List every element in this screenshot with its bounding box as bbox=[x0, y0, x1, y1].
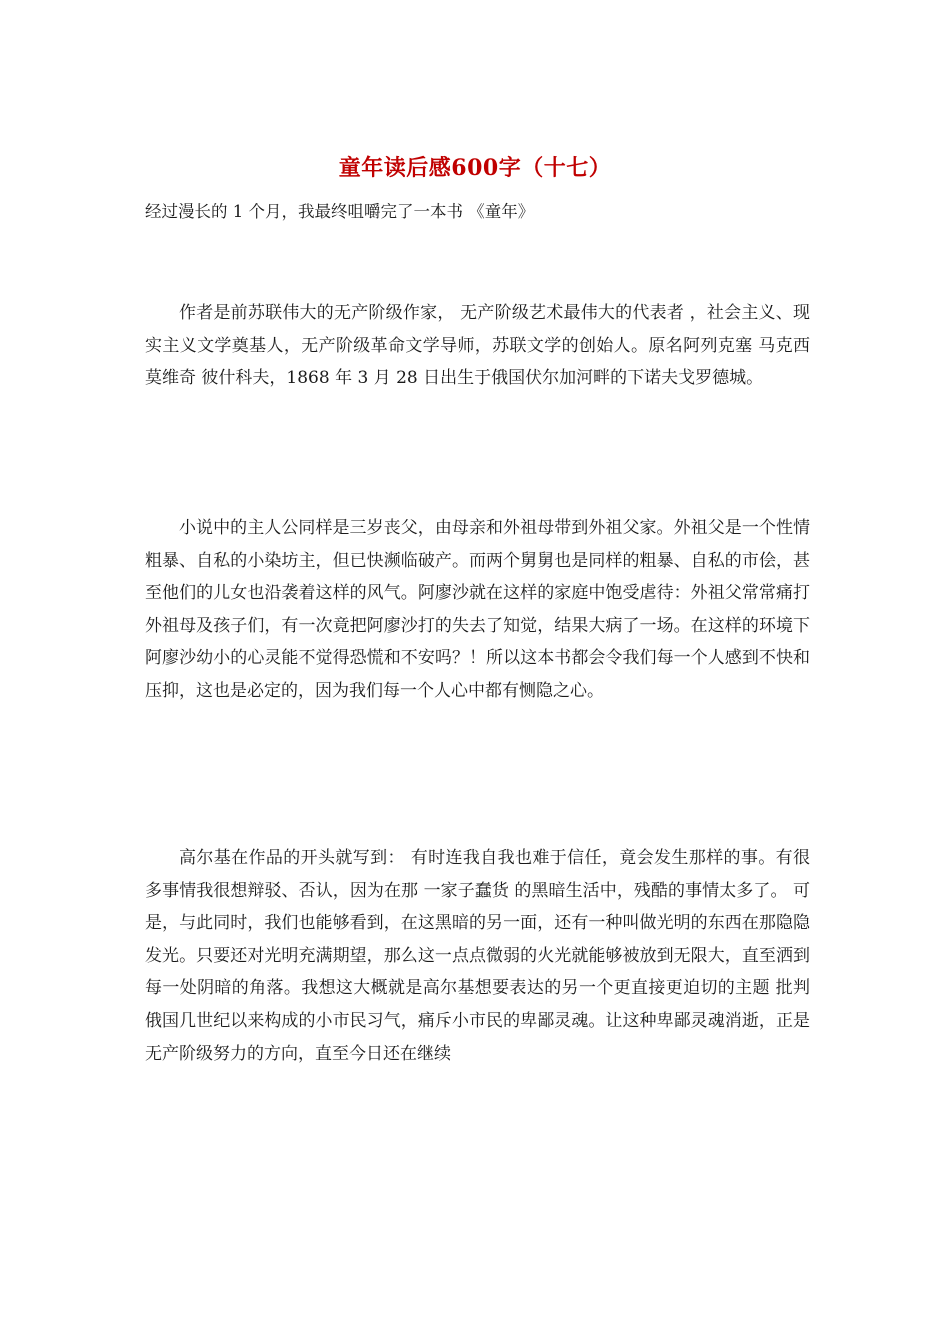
paragraph-author: 作者是前苏联伟大的无产阶级作家， 无产阶级艺术最伟大的代表者 ，社会主义、现实主义文学奠基人，无产阶级革命文学导师，苏联文学的创始人。原名阿列克塞 马克西莫维奇 彼什科夫，1868 年 3 月 28 日出生于俄国伏尔加河畔的下诺夫戈罗德城。 bbox=[145, 303, 810, 389]
paragraph-theme: 高尔基在作品的开头就写到： 有时连我自我也难于信任，竟会发生那样的事。有很多事情我很想辩驳、否认，因为在那 一家子蠢货 的黑暗生活中，残酷的事情太多了。 可是，与此同时，我们也能够看到，在这黑暗的另一面，还有一种叫做光明的东西在那隐隐发光。只要还对光明充满期望，那么这一点点微弱的火光就能够被放到无限大，直至洒到每一处阴暗的角落。我想这大概就是高尔基想要表达的另一个更直接更迫切的主题 批判俄国几世纪以来构成的小市民习气，痛斥小市民的卑鄙灵魂。让这种卑鄙灵魂消逝，正是无产阶级努力的方向，直至今日还在继续 bbox=[145, 848, 810, 1064]
paragraph-story: 小说中的主人公同样是三岁丧父，由母亲和外祖母带到外祖父家。外祖父是一个性情粗暴、自私的小染坊主，但已快濒临破产。而两个舅舅也是同样的粗暴、自私的市侩，甚至他们的儿女也沿袭着这样的风气。阿廖沙就在这样的家庭中饱受虐待：外祖父常常痛打外祖母及孩子们，有一次竟把阿廖沙打的失去了知觉，结果大病了一场。在这样的环境下阿廖沙幼小的心灵能不觉得恐慌和不安吗？！所以这本书都会令我们每一个人感到不快和压抑，这也是必定的，因为我们每一个人心中都有恻隐之心。 bbox=[145, 518, 810, 701]
document-title: 童年读后感600字（十七） bbox=[338, 155, 612, 181]
intro-line: 经过漫长的 1 个月，我最终咀嚼完了一本书 《童年》 bbox=[145, 202, 535, 221]
